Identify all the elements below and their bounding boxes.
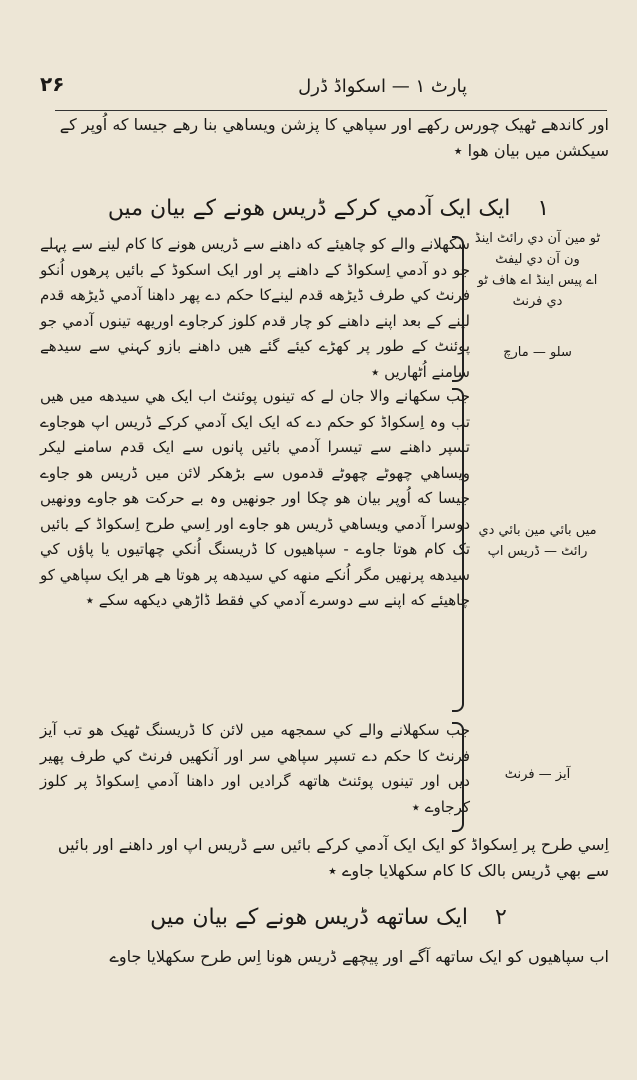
header-rule — [55, 110, 607, 111]
page-number: ۲۶ — [40, 72, 65, 96]
section-title: ایک ساتھه ڈریس ھونے کے بیان میں — [150, 905, 468, 930]
paragraph-3: اب سپاھیوں کو ایک ساتھه آگے اور پیچھے ڈریس ھونا اِس طرح سکھلایا جاوے — [109, 947, 609, 966]
section-number: ۲ — [494, 905, 507, 930]
running-title: پارٹ ۱ — اسکواڈ ڈرل — [298, 76, 467, 97]
command-side-2: میں بائي مین بائي دي رائٹ — ڈریس اپ — [478, 523, 597, 559]
section-heading-1 — [60, 196, 597, 221]
command-line: اے پیس اینڈ اے ھاف ٹو دي فرنٹ — [477, 273, 598, 309]
intro-paragraph: اور کاندھے ٹھیک چورس رکھے اور سپاھي کا پزشن ویساھي بنا رھے جیسا که اُوپر کے سیکشن میں بیان ھوا ٭ — [59, 115, 609, 160]
instruction-block-3: جب سکھلانے والے کي سمجھه میں لائن کا ڈریسنگ ٹھیک ھو تب آیز فرنٹ کا حکم دے تسپر سپاھي سر اور آنکھیں فرنٹ کي طرف پھیر دیں اور تینوں پوئنٹ ھاتھه گرادیں اور داھنا آدمي اِسکواڈ پر کلوز کرجاوے ٭ — [40, 721, 470, 816]
instruction-block-1: سکھلانے والے کو چاھیئے که داھنے سے ڈریس ھونے کا کام لینے سے پہلے جو دو آدمي اِسکواڈ کے داھنے پر اور ایک اسکوڈ کے بائیں پرھوں اُنکو فرنٹ کي طرف ڈیڑھه قدم لینےکا حکم دے پھر داھنا آدمي ڈیڑھه قدم لینے کے بعد اپنے داھنے کو چار قدم کلوز کرجاوے اوریهه تینوں آدمي جو پوئنٹ کے طور پر کھڑے کیئے گئے ھیں داھنے بازو کہني سے سیدھے سامنے اُٹھاریں ٭ — [40, 235, 470, 381]
brace-3 — [452, 722, 464, 832]
section-number: ۱ — [537, 196, 550, 221]
brace-2 — [452, 388, 464, 712]
brace-1 — [452, 236, 464, 382]
command-line: سلو — مارچ — [503, 345, 572, 360]
paragraph-2: اِسي طرح پر اِسکواڈ کو ایک ایک آدمي کرکے بائیں سے ڈریس اپ اور داھنے اور بائیں سے بھي ڈریس بالک کا کام سکھلایا جاوے ٭ — [57, 835, 609, 880]
command-side-1 — [470, 228, 605, 363]
section-title: ایک ایک آدمي کرکے ڈریس ھونے کے بیان میں — [107, 196, 511, 221]
page-header — [40, 72, 597, 112]
instruction-block-2: جب سکھانے والا جان لے که تینوں پوئنٹ اب ایک ھي سیدھه میں ھیں تب وہ اِسکواڈ کو حکم دے که ایک ایک آدمي کرکے ڈریس اپ ھوجاوے تسپر داھنے سے تیسرا آدمي بائیں پانوں سے ایک قدم سامنے لیکر ویساھي چھوٹے چھوٹے قدموں سے بڑھکر لائن میں ڈریس ھو جاوے جیسا که اُوپر بیان ھو چکا اور جونھیں وہ بے حرکت ھو جاوے وونھیں دوسرا آدمي ویساھي ڈریس ھو جاوے اور اِسي طرح اِسکواڈ کے بائیں تک کام ھوتا جاوے - سپاھیوں کا ڈریسنگ اُنکي چھاتیوں یا پاؤں کي سیدھه پرنھیں مگر اُنکے منھه کي سیدھه پر ھوتا ھے ھر ایک سپاھي کو چاھیئے که اپنے سے دوسرے آدمي کي فقط ڈاڑھي دیکھه سکے ٭ — [40, 387, 470, 609]
command-side-3: آیز — فرنٹ — [504, 767, 571, 782]
command-line: ٹو مین آن دي رائٹ اینڈ ون آن دي لیفٹ — [474, 231, 601, 267]
section-heading-2 — [60, 905, 597, 930]
